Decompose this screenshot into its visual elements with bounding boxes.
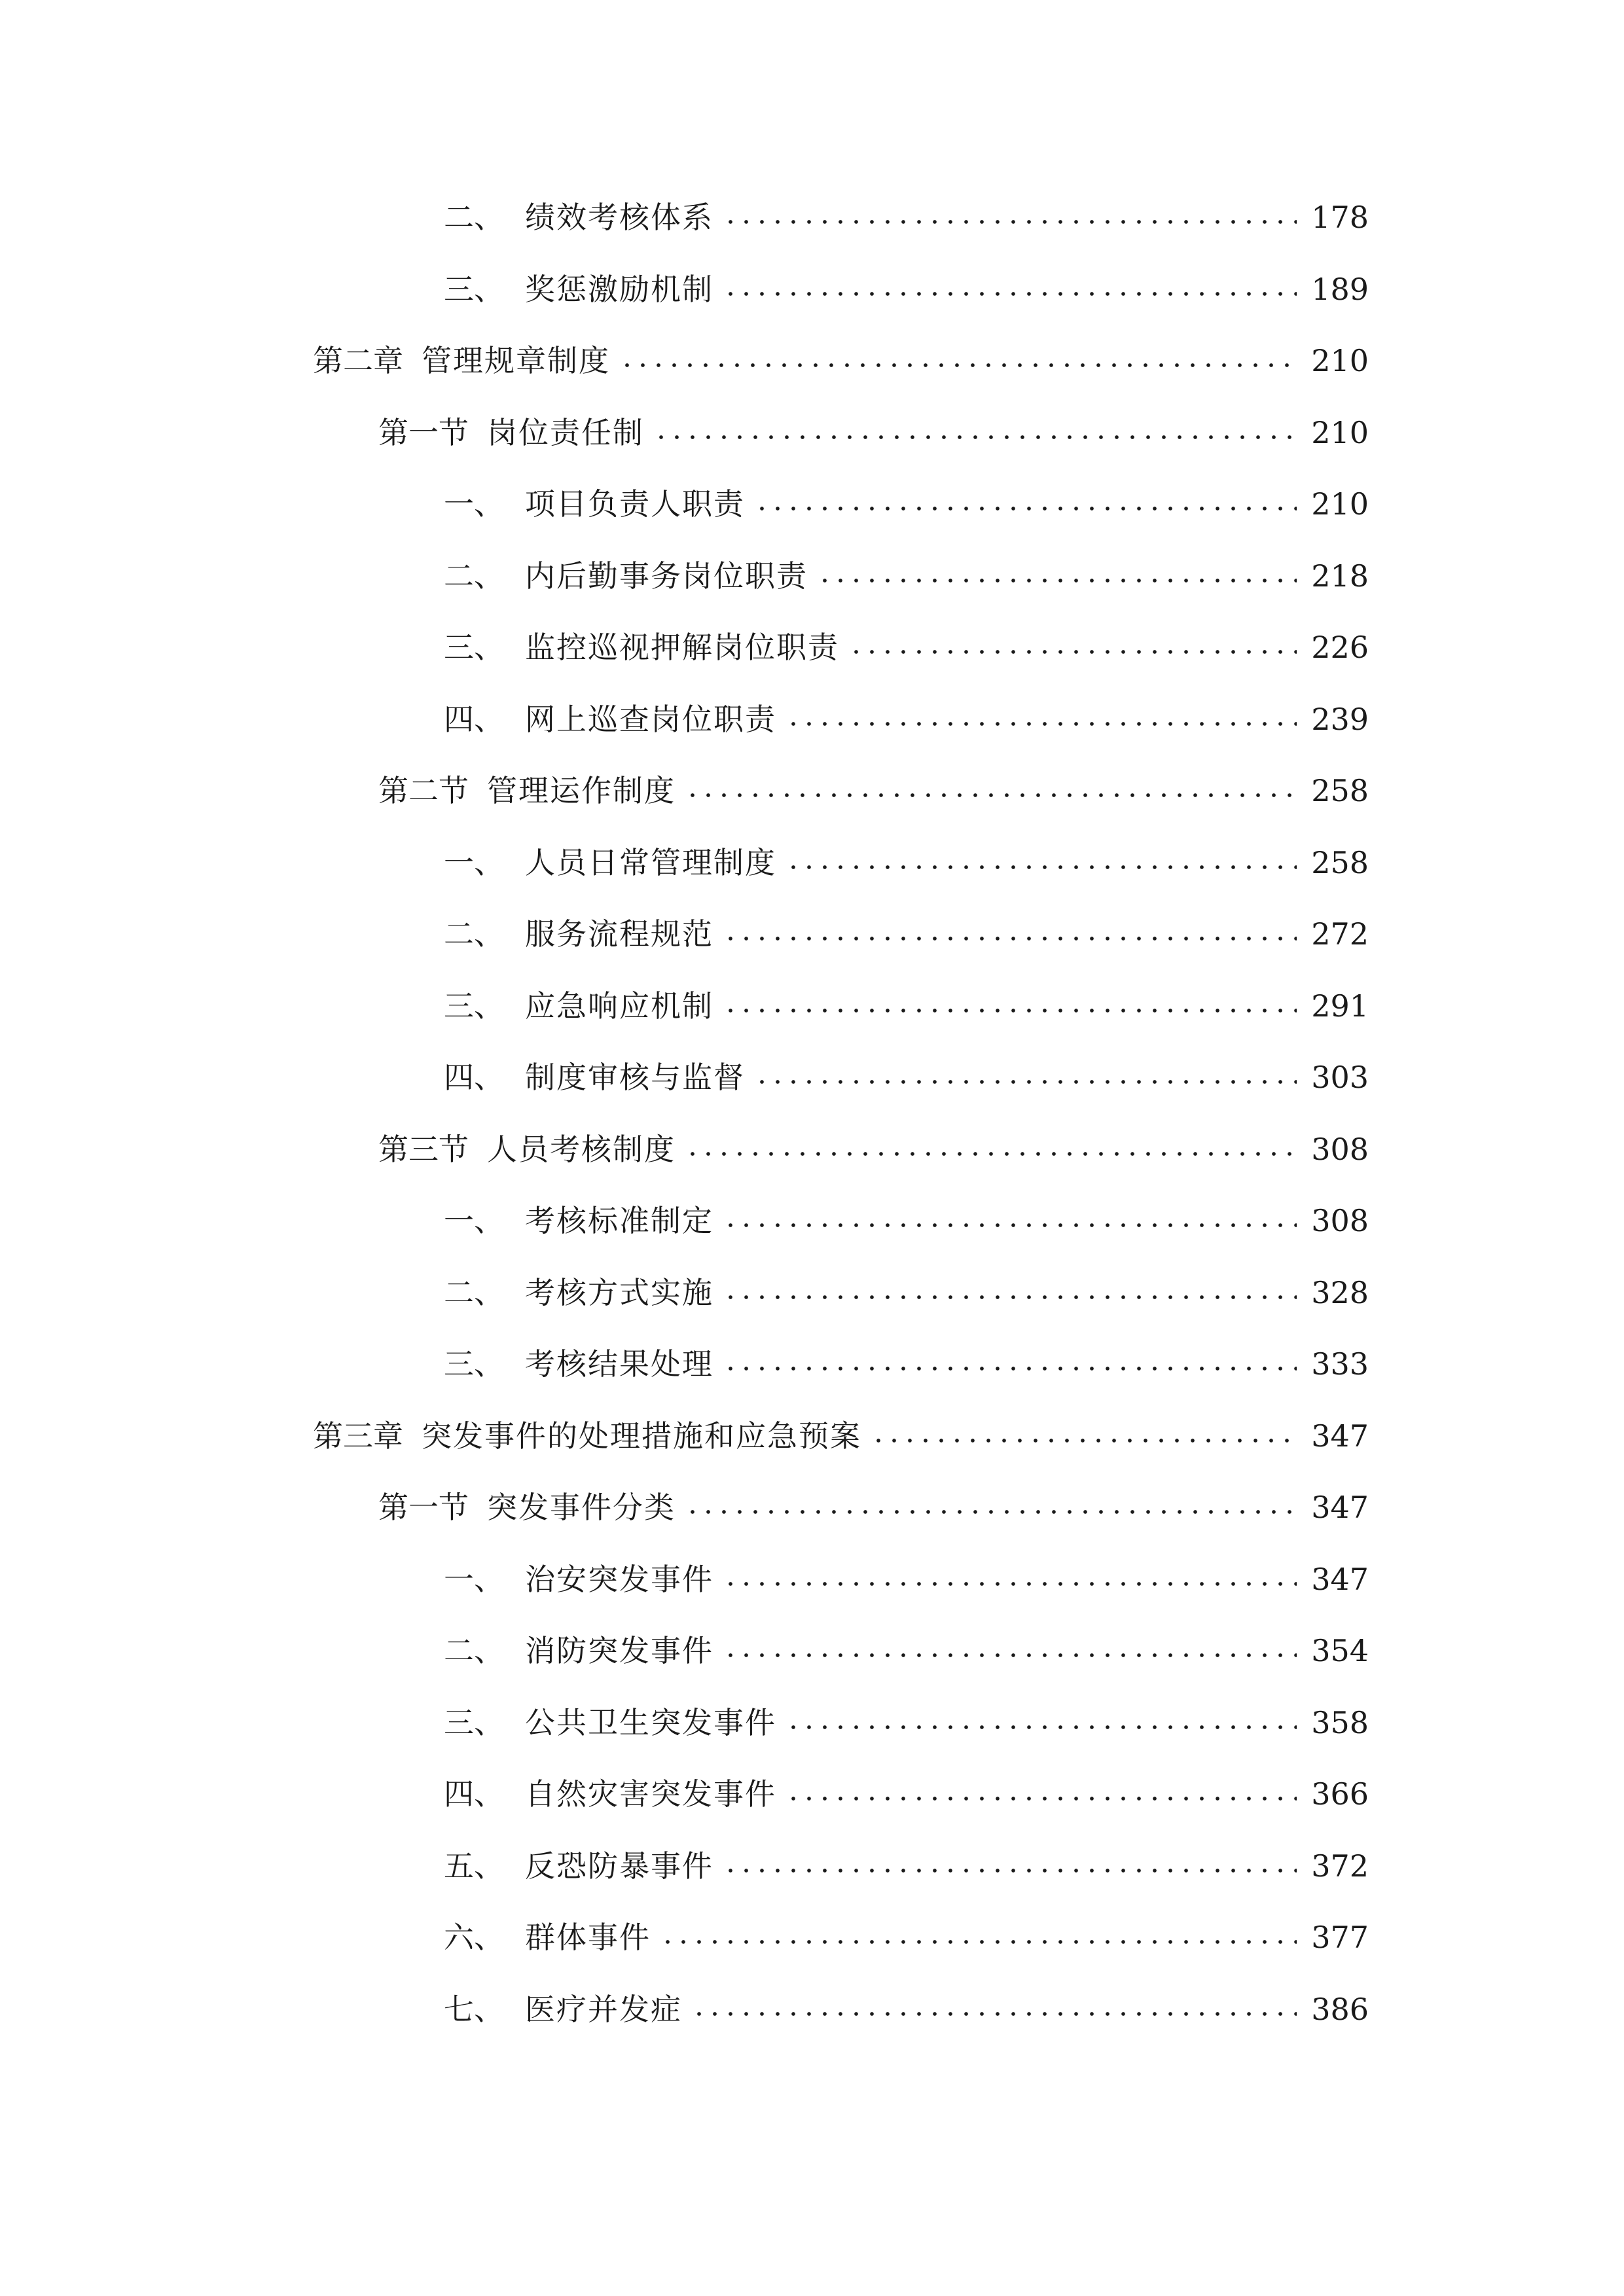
toc-entry-number: 四、 (444, 702, 504, 737)
dot-leader (817, 577, 1297, 584)
toc-entry-title: 突发事件分类 (487, 1490, 676, 1525)
toc-entry[interactable] (444, 263, 1369, 315)
toc-entry-page: 308 (1311, 1132, 1369, 1167)
toc-entry-page: 303 (1311, 1060, 1369, 1095)
toc-entry-title: 公共卫生突发事件 (525, 1705, 776, 1740)
toc-entry-title: 自然灾害突发事件 (525, 1776, 776, 1812)
toc-entry-number: 二、 (444, 1633, 504, 1668)
toc-entry-number: 三、 (444, 1705, 504, 1740)
toc-entry-number: 二、 (444, 916, 504, 952)
dot-leader (723, 1365, 1297, 1372)
toc-entry-page: 210 (1311, 343, 1369, 378)
toc-entry-page: 377 (1311, 1920, 1369, 1955)
toc-section-entry[interactable] (378, 1123, 1369, 1175)
toc-entry-number: 第一节 (378, 415, 469, 450)
toc-entry-number: 三、 (444, 988, 504, 1024)
toc-entry[interactable] (444, 1338, 1369, 1390)
toc-entry-number: 一、 (444, 1562, 504, 1597)
toc-entry-title: 群体事件 (525, 1920, 651, 1955)
dot-leader (723, 935, 1297, 942)
toc-entry-title: 考核标准制定 (525, 1203, 713, 1238)
toc-entry-number: 第一节 (378, 1490, 469, 1525)
toc-entry[interactable] (444, 550, 1369, 602)
toc-entry[interactable] (444, 1768, 1369, 1820)
toc-entry-page: 386 (1311, 1992, 1369, 2027)
toc-entry-title: 突发事件的处理措施和应急预案 (422, 1418, 861, 1454)
toc-entry-page: 333 (1311, 1346, 1369, 1382)
dot-leader (723, 1580, 1297, 1588)
toc-entry-page: 291 (1311, 988, 1369, 1024)
dot-leader (785, 1723, 1297, 1731)
toc-entry-number: 六、 (444, 1920, 504, 1955)
toc-entry-title: 管理运作制度 (487, 773, 676, 808)
toc-entry[interactable] (444, 980, 1369, 1032)
dot-leader (723, 1651, 1297, 1659)
toc-entry-number: 五、 (444, 1848, 504, 1884)
toc-entry-page: 239 (1311, 702, 1369, 737)
toc-entry-page: 210 (1311, 486, 1369, 522)
dot-leader (685, 791, 1297, 799)
toc-entry-page: 358 (1311, 1705, 1369, 1740)
toc-entry-number: 四、 (444, 1060, 504, 1095)
dot-leader (785, 863, 1297, 871)
toc-entry-number: 一、 (444, 1203, 504, 1238)
toc-entry-page: 328 (1311, 1275, 1369, 1310)
dot-leader (691, 2010, 1297, 2018)
toc-entry-page: 308 (1311, 1203, 1369, 1238)
toc-entry-title: 人员考核制度 (487, 1132, 676, 1167)
toc-entry-number: 第三章 (313, 1418, 403, 1454)
toc-entry-number: 第三节 (378, 1132, 469, 1167)
toc-entry[interactable] (444, 1911, 1369, 1964)
toc-entry-page: 226 (1311, 630, 1369, 665)
toc-entry-title: 监控巡视押解岗位职责 (525, 630, 839, 665)
dot-leader (723, 1293, 1297, 1301)
toc-entry-title: 反恐防暴事件 (525, 1848, 713, 1884)
toc-entry-page: 372 (1311, 1848, 1369, 1884)
toc-entry[interactable] (444, 1983, 1369, 2036)
dot-leader (723, 1007, 1297, 1014)
toc-entry[interactable] (444, 1266, 1369, 1319)
dot-leader (685, 1150, 1297, 1158)
toc-entry-number: 三、 (444, 1346, 504, 1382)
toc-entry-number: 一、 (444, 486, 504, 522)
dot-leader (754, 505, 1297, 512)
toc-entry-page: 347 (1311, 1562, 1369, 1597)
toc-entry-page: 347 (1311, 1418, 1369, 1454)
toc-entry-title: 网上巡查岗位职责 (525, 702, 776, 737)
toc-entry-title: 人员日常管理制度 (525, 845, 776, 880)
toc-entry-title: 项目负责人职责 (525, 486, 745, 522)
toc-chapter-entry[interactable] (313, 1410, 1369, 1462)
toc-entry-title: 制度审核与监督 (525, 1060, 745, 1095)
toc-section-entry[interactable] (378, 764, 1369, 817)
toc-entry[interactable] (444, 693, 1369, 745)
dot-leader (723, 290, 1297, 298)
toc-entry-title: 消防突发事件 (525, 1633, 713, 1668)
toc-entry-number: 第二节 (378, 773, 469, 808)
toc-entry-title: 管理规章制度 (422, 343, 610, 378)
dot-leader (871, 1437, 1297, 1444)
toc-entry-number: 三、 (444, 630, 504, 665)
toc-entry-title: 内后勤事务岗位职责 (525, 558, 808, 594)
toc-entry-page: 218 (1311, 558, 1369, 594)
toc-section-entry[interactable] (378, 406, 1369, 459)
toc-entry[interactable] (444, 908, 1369, 960)
toc-entry[interactable] (444, 1840, 1369, 1892)
toc-entry[interactable] (444, 1194, 1369, 1247)
toc-entry-page: 272 (1311, 916, 1369, 952)
toc-entry-page: 354 (1311, 1633, 1369, 1668)
toc-entry-number: 第二章 (313, 343, 403, 378)
toc-entry-number: 二、 (444, 558, 504, 594)
dot-leader (723, 218, 1297, 226)
toc-entry[interactable] (444, 836, 1369, 889)
toc-entry-number: 二、 (444, 200, 504, 235)
toc-entry[interactable] (444, 191, 1369, 243)
toc-entry-number: 三、 (444, 272, 504, 307)
toc-section-entry[interactable] (378, 1481, 1369, 1534)
dot-leader (723, 1867, 1297, 1874)
dot-leader (660, 1938, 1297, 1946)
toc-entry-title: 考核方式实施 (525, 1275, 713, 1310)
toc-entry-title: 治安突发事件 (525, 1562, 713, 1597)
toc-entry-title: 岗位责任制 (487, 415, 644, 450)
dot-leader (785, 1795, 1297, 1803)
toc-entry-number: 一、 (444, 845, 504, 880)
toc-entry[interactable] (444, 621, 1369, 673)
toc-entry[interactable] (444, 1696, 1369, 1749)
toc-entry[interactable] (444, 1553, 1369, 1605)
toc-entry-number: 二、 (444, 1275, 504, 1310)
toc-entry-page: 347 (1311, 1490, 1369, 1525)
dot-leader (848, 648, 1297, 656)
toc-chapter-entry[interactable] (313, 334, 1369, 387)
toc-entry-page: 178 (1311, 200, 1369, 235)
toc-entry-title: 服务流程规范 (525, 916, 713, 952)
toc-entry-page: 210 (1311, 415, 1369, 450)
toc-entry[interactable] (444, 478, 1369, 530)
toc-entry-title: 奖惩激励机制 (525, 272, 713, 307)
toc-entry[interactable] (444, 1051, 1369, 1103)
toc-entry-title: 考核结果处理 (525, 1346, 713, 1382)
toc-entry-page: 258 (1311, 773, 1369, 808)
dot-leader (685, 1508, 1297, 1516)
toc-entry-title: 医疗并发症 (525, 1992, 682, 2027)
toc-entry-number: 七、 (444, 1992, 504, 2027)
toc-entry-number: 四、 (444, 1776, 504, 1812)
toc-entry[interactable] (444, 1624, 1369, 1677)
toc-entry-page: 366 (1311, 1776, 1369, 1812)
toc-entry-title: 绩效考核体系 (525, 200, 713, 235)
dot-leader (653, 433, 1297, 441)
dot-leader (754, 1078, 1297, 1086)
toc-entry-page: 258 (1311, 845, 1369, 880)
dot-leader (619, 361, 1297, 369)
toc-entry-page: 189 (1311, 272, 1369, 307)
toc-entry-title: 应急响应机制 (525, 988, 713, 1024)
dot-leader (785, 720, 1297, 728)
dot-leader (723, 1221, 1297, 1229)
